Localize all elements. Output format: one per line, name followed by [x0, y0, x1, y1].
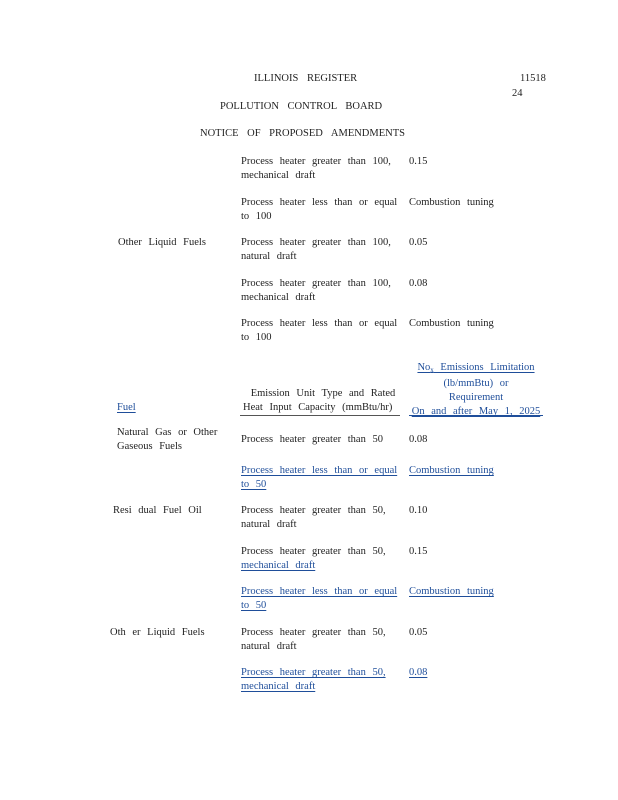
- page-number: 11518: [520, 73, 546, 84]
- limit-cell: 0.05: [409, 237, 428, 248]
- unit-type-cell: [241, 545, 386, 573]
- limit-cell: 0.05: [409, 627, 428, 638]
- header-line: Emission Unit Type and Rated: [250, 388, 396, 399]
- fuel-line: Natural Gas or Other: [117, 427, 218, 438]
- unit-type-cell: [241, 504, 386, 532]
- header-subscript: x: [430, 366, 434, 374]
- unit-type-line: Process heater greater than 100,: [241, 237, 391, 248]
- unit-type-line: Process heater greater than 50,: [241, 667, 386, 678]
- unit-type-cell: Process heater greater than 50: [241, 434, 383, 445]
- unit-type-cell: [241, 236, 391, 264]
- fuel-cell: Other Liquid Fuels: [118, 237, 206, 248]
- unit-type-cell: [241, 196, 397, 224]
- header-line: (lb/mmBtu) or: [443, 378, 509, 389]
- unit-type-cell: [241, 626, 386, 654]
- fuel-cell: Resi dual Fuel Oil: [113, 505, 202, 516]
- unit-type-line: Process heater less than or equal: [241, 586, 398, 597]
- limit-cell: 0.08: [409, 434, 428, 445]
- limit-cell: Combustion tuning: [409, 586, 494, 597]
- fuel-cell: Oth er Liquid Fuels: [110, 627, 205, 638]
- header-rule: [409, 415, 543, 416]
- unit-type-line: Process heater less than or equal: [241, 318, 398, 329]
- unit-type-line: natural draft: [241, 251, 297, 262]
- issue-number: 24: [512, 88, 523, 99]
- unit-type-line: to 50: [241, 600, 267, 611]
- unit-type-cell: [241, 585, 397, 613]
- unit-type-cell: [241, 464, 397, 492]
- unit-type-cell: [241, 666, 386, 694]
- register-title: ILLINOIS REGISTER: [254, 73, 358, 84]
- limit-cell: Combustion tuning: [409, 197, 494, 208]
- limit-column-header: [409, 361, 543, 419]
- unit-type-line: Process heater greater than 100,: [241, 156, 391, 167]
- unit-type-line: natural draft: [241, 641, 297, 652]
- unit-type-cell: [241, 155, 391, 183]
- board-title: POLLUTION CONTROL BOARD: [220, 101, 383, 112]
- unit-type-line: Process heater greater than 50,: [241, 546, 386, 557]
- unit-type-line: mechanical draft: [241, 292, 316, 303]
- fuel-cell: [117, 426, 217, 454]
- notice-title: NOTICE OF PROPOSED AMENDMENTS: [200, 128, 405, 139]
- unit-type-line: to 100: [241, 211, 272, 222]
- fuel-line: Gaseous Fuels: [117, 441, 182, 452]
- fuel-column-header: Fuel: [117, 402, 136, 413]
- unit-type-line: Process heater less than or equal: [241, 197, 398, 208]
- unit-type-line: Process heater greater than 50,: [241, 505, 386, 516]
- unit-type-cell: [241, 277, 391, 305]
- header-line: On and after May 1, 2025: [411, 406, 541, 417]
- limit-cell: Combustion tuning: [409, 318, 494, 329]
- header-line: Requirement: [448, 392, 504, 403]
- limit-cell: 0.08: [409, 278, 428, 289]
- header-rule: [240, 415, 400, 416]
- limit-cell: 0.15: [409, 546, 428, 557]
- unit-type-line: Process heater greater than 50,: [241, 627, 386, 638]
- unit-type-line: Process heater less than or equal: [241, 465, 398, 476]
- header-text: No: [417, 362, 431, 373]
- unit-type-line: to 100: [241, 332, 272, 343]
- unit-type-line: mechanical draft: [241, 170, 316, 181]
- header-text: Emissions Limitation: [433, 362, 535, 373]
- unit-type-line: mechanical draft: [241, 681, 316, 692]
- limit-cell: Combustion tuning: [409, 465, 494, 476]
- header-line: [409, 361, 543, 377]
- limit-cell: 0.10: [409, 505, 428, 516]
- unit-type-cell: [241, 317, 397, 345]
- unit-type-line: mechanical draft: [241, 560, 316, 571]
- unit-type-line: to 50: [241, 479, 267, 490]
- unit-type-column-header: [243, 387, 403, 415]
- limit-cell: 0.08: [409, 667, 428, 678]
- header-line: Heat Input Capacity (mmBtu/hr): [243, 402, 393, 413]
- unit-type-line: natural draft: [241, 519, 297, 530]
- limit-cell: 0.15: [409, 156, 428, 167]
- unit-type-line: Process heater greater than 100,: [241, 278, 391, 289]
